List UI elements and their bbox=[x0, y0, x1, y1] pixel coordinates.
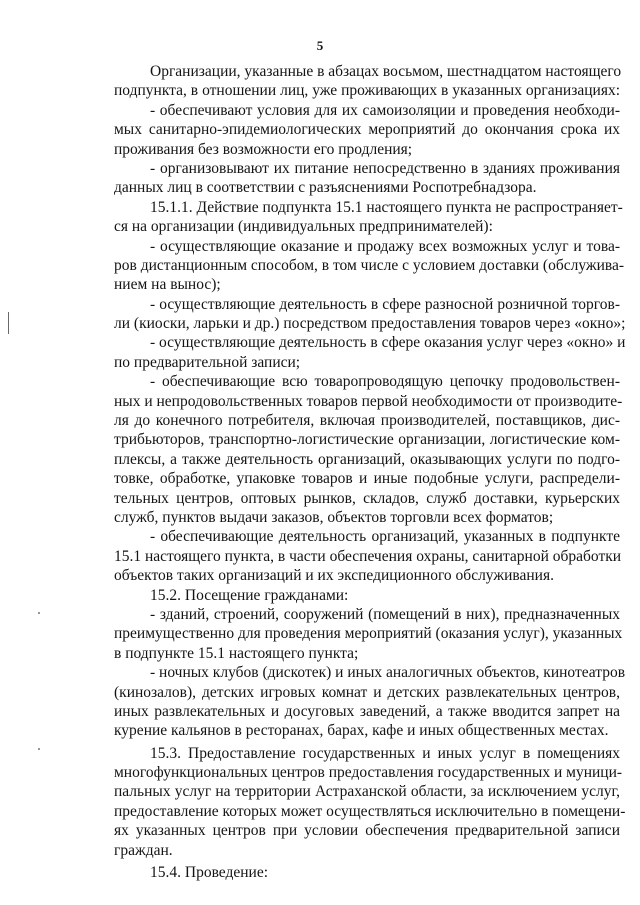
text-line: - обеспечивающие всю товаропроводящую цепочку продовольствен- bbox=[150, 373, 620, 391]
text-line: - обеспечивают условия для их самоизоляции и проведения необходи- bbox=[150, 101, 620, 119]
text-line: курение кальянов в ресторанах, барах, кафе и иных общественных местах. bbox=[114, 722, 609, 740]
text-line: 15.2. Посещение гражданами: bbox=[150, 586, 349, 604]
text-line: подпункта, в отношении лиц, уже проживающих в указанных организациях: bbox=[114, 82, 620, 100]
text-line: предоставление которых может осуществляться исключительно в помещени- bbox=[114, 802, 626, 820]
text-line: ся на организации (индивидуальных предпринимателей): bbox=[114, 218, 493, 236]
text-line: иных развлекательных и досуговых заведений, а также вводится запрет на bbox=[114, 702, 620, 720]
text-line: 15.1.1. Действие подпункта 15.1 настоящего пункта не распространяет- bbox=[150, 198, 623, 216]
document-body bbox=[114, 62, 626, 882]
text-line: мых санитарно-эпидемиологических мероприятий до окончания срока их bbox=[114, 121, 620, 139]
text-line: проживания без возможности его продления; bbox=[114, 140, 413, 158]
page-number: 5 bbox=[316, 38, 324, 53]
text-line: в подпункте 15.1 настоящего пункта; bbox=[114, 644, 359, 662]
text-line: многофункциональных центров предоставления государственных и муници- bbox=[114, 764, 623, 782]
text-line: - зданий, строений, сооружений (помещений в них), предназначенных bbox=[150, 605, 620, 623]
text-line: ли (киоски, ларьки и др.) посредством предоставления товаров через «окно»; bbox=[114, 315, 626, 333]
text-line: данных лиц в соответствии с разъяснениями Роспотребнадзора. bbox=[114, 179, 537, 197]
scan-speck bbox=[38, 748, 40, 750]
text-line: (кинозалов), детских игровых комнат и детских развлекательных центров, bbox=[114, 683, 620, 701]
text-line: пальных услуг на территории Астраханской области, за исключением услуг, bbox=[114, 783, 620, 801]
text-line: объектов таких организаций и их экспедиционного обслуживания. bbox=[114, 567, 554, 585]
binding-mark bbox=[8, 312, 9, 334]
text-line: - осуществляющие деятельность в сфере разносной розничной торгов- bbox=[150, 295, 620, 313]
text-line: граждан. bbox=[114, 841, 173, 859]
scan-speck bbox=[38, 612, 40, 614]
text-line: - обеспечивающие деятельность организаций, указанных в подпункте bbox=[150, 528, 620, 546]
text-line: служб, пунктов выдачи заказов, объектов торговли всех форматов; bbox=[114, 508, 554, 526]
text-line: - организовывают их питание непосредственно в зданиях проживания bbox=[150, 159, 620, 177]
text-line: трибьюторов, транспортно-логистические организации, логистические ком- bbox=[114, 431, 620, 449]
text-line: 15.1 настоящего пункта, в части обеспечения охраны, санитарной обработки bbox=[114, 547, 622, 565]
text-line: 15.4. Проведение: bbox=[150, 864, 269, 882]
text-line: плексы, а также деятельность организаций, оказывающих услуги по подго- bbox=[114, 450, 620, 468]
text-line: 15.3. Предоставление государственных и иных услуг в помещениях bbox=[150, 744, 620, 762]
text-line: - осуществляющие оказание и продажу всех возможных услуг и това- bbox=[150, 237, 620, 255]
text-line: - ночных клубов (дискотек) и иных аналогичных объектов, кинотеатров bbox=[150, 664, 626, 682]
text-line: товке, обработке, упаковке товаров и иные подобные услуги, распредели- bbox=[114, 470, 620, 488]
text-line: тельных центров, оптовых рынков, складов, служб доставки, курьерских bbox=[114, 489, 620, 507]
text-line: ров дистанционным способом, в том числе с условием доставки (обслужива- bbox=[114, 256, 625, 274]
text-line: ных и непродовольственных товаров первой необходимости от производите- bbox=[114, 392, 623, 410]
text-line: преимущественно для проведения мероприятий (оказания услуг), указанных bbox=[114, 625, 623, 643]
text-line: - осуществляющие деятельность в сфере оказания услуг через «окно» и bbox=[150, 334, 626, 352]
text-line: Организации, указанные в абзацах восьмом, шестнадцатом настоящего bbox=[150, 63, 622, 80]
text-line: ях указанных центров при условии обеспечения предварительной записи bbox=[114, 822, 620, 840]
text-line: ля до конечного потребителя, включая производителей, поставщиков, дис- bbox=[114, 412, 620, 430]
text-line: нием на вынос); bbox=[114, 276, 221, 294]
text-line: по предварительной записи; bbox=[114, 353, 301, 371]
